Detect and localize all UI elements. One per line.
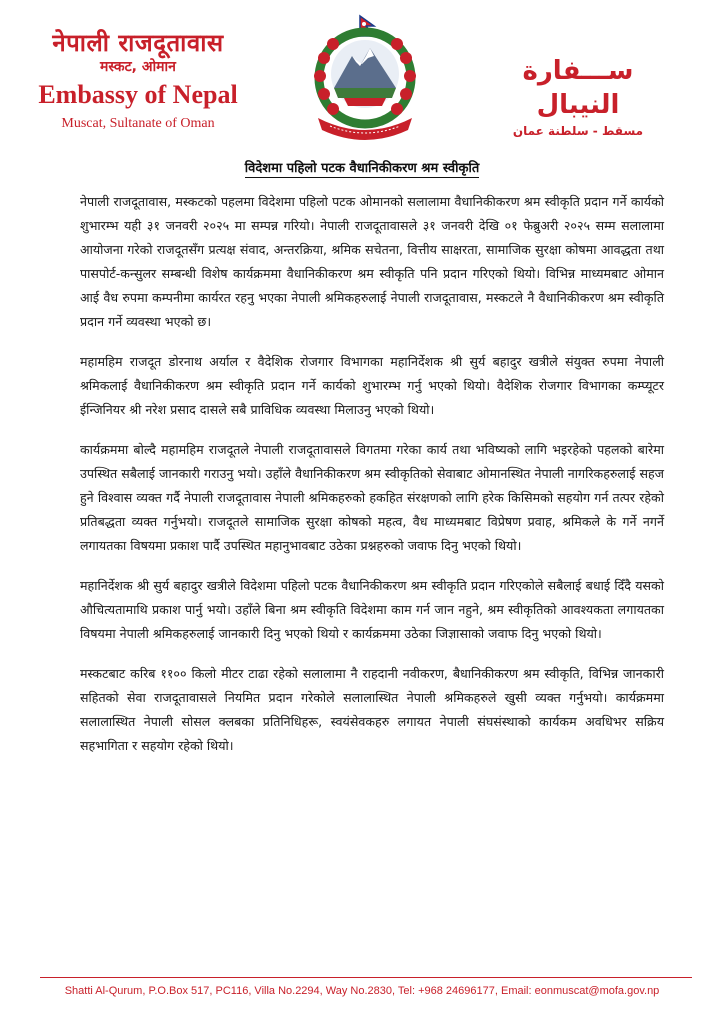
letterhead-right xyxy=(490,54,666,140)
footer-divider xyxy=(40,977,692,978)
embassy-name-english: Embassy of Nepal xyxy=(38,80,238,109)
document-title-text: विदेशमा पहिलो पटक वैधानिकीकरण श्रम स्वीकृति xyxy=(244,161,480,176)
nepal-coat-of-arms-icon xyxy=(296,14,434,142)
paragraph: महामहिम राजदूत डोरनाथ अर्याल र वैदेशिक रोजगार विभागका महानिर्देशक श्री सुर्य बहादुर खत्रीले संयुक्त रुपमा नेपाली श्रमिकलाई वैधानिकीकरण श्रम स्वीकृति प्रदान गर्ने कार्यको शुभारम्भ गर्नु भएको थियो। वैदेशिक रोजगार विभागका कम्प्यूटर ईन्जिनियर श्री नरेश प्रसाद दासले सबै प्राविधिक व्यवस्था मिलाउनु भएको थियो। xyxy=(80,354,664,417)
paragraph: कार्यक्रममा बोल्दै महामहिम राजदूतले नेपाली राजदूतावासले विगतमा गरेका कार्य तथा भविष्यको लागि भइरहेको पहलको बारेमा उपस्थित सबैलाई जानकारी गराउनु भयो। उहाँले वैधानिकीकरण श्रम स्वीकृतिको सेवाबाट ओमानस्थित नेपाली नागरिकहरुलाई सहज हुने विश्वास व्यक्त गर्दै नेपाली राजदूतावास नेपाली श्रमिकहरुको हकहित संरक्षणको लागि हरेक किसिमको सहयोग गर्न तत्पर रहेको प्रतिबद्धता व्यक्त गर्नुभयो। राजदूतले सामाजिक सुरक्षा कोषको महत्व, वैध माध्यमबाट विप्रेषण प्रवाह, श्रमिकले के गर्ने नगर्ने लगायतका विषयमा प्रकाश पार्दै उपस्थित महानुभावबाट उठेका प्रश्नहरुको जवाफ दिनु भएको थियो। xyxy=(80,442,664,553)
mountain-icon xyxy=(331,40,399,108)
embassy-city-nepali: मस्कट, ओमान xyxy=(100,59,176,75)
embassy-name-arabic: ســـفارة النيبال xyxy=(522,56,634,120)
paragraph: नेपाली राजदूतावास, मस्कटको पहलमा विदेशमा पहिलो पटक ओमानको सलालामा वैधानिकीकरण श्रम स्वीकृति प्रदान गर्ने कार्यको शुभारम्भ यही ३१ जनवरी २०२५ मा सम्पन्न गरियो। नेपाली राजदूतावासले ३१ जनवरी देखि ०१ फेब्रुअरी २०२५ सम्म सलालामा आयोजना गरेको राजदूतसँग प्रत्यक्ष संवाद, अन्तरक्रिया, श्रमिक सचेतना, वित्तीय साक्षरता, सामाजिक सुरक्षा कोषमा आवद्धता तथा पासपोर्ट-कन्सुलर सम्बन्धी विशेष कार्यक्रममा वैधानिकीकरण श्रम स्वीकृति पनि प्रदान गरिएको थियो। विभिन्न माध्यमबाट ओमान आई वैध रुपमा कम्पनीमा कार्यरत रहनु भएका नेपाली श्रमिकहरुलाई नेपाली राजदूतावास, मस्कटले नै वैधानिकीकरण श्रम स्वीकृति प्रदान गर्ने व्यवस्था भएको छ। xyxy=(80,194,664,329)
document-title xyxy=(0,158,724,176)
embassy-city-english: Muscat, Sultanate of Oman xyxy=(61,116,215,131)
embassy-name-nepali: नेपाली राजदूतावास xyxy=(52,29,224,57)
footer-address: Shatti Al-Qurum, P.O.Box 517, PC116, Villa No.2294, Way No.2830, Tel: +968 24696177, Email: eonmuscat@mofa.gov.np xyxy=(64,985,660,997)
paragraph: मस्कटबाट करिब ११०० किलो मीटर टाढा रहेको सलालामा नै राहदानी नवीकरण, बैधानिकीकरण श्रम स्वीकृति, विभिन्न जानकारी सहितको सेवा राजदूतावासले नियमित प्रदान गरेकोले सलालास्थित नेपाली श्रमिकहरुले खुसी व्यक्त गर्नुभयो। कार्यक्रममा सलालास्थित नेपाली सोसल क्लबका प्रतिनिधिहरू, स्वयंसेवकहरु लगायत नेपाली संघसंस्थाको कार्यकम अवधिभर सक्रिय सहभागिता र सहयोग रहेको थियो। xyxy=(80,666,664,753)
paragraph: महानिर्देशक श्री सुर्य बहादुर खत्रीले विदेशमा पहिलो पटक वैधानिकीकरण श्रम स्वीकृति प्रदान गरिएकोले सबैलाई बधाई दिँदै यसको औचित्यतामाथि प्रकाश पार्नु भयो। उहाँले बिना श्रम स्वीकृति विदेशमा काम गर्न जान नहुने, श्रम स्वीकृतिको आवश्यकता लगायतका विषयमा नेपाली श्रमिकहरुलाई जानकारी दिनु भएको थियो र कार्यक्रममा उठेका जिज्ञासाको जवाफ दिनु भएको थियो। xyxy=(80,578,664,641)
document-body xyxy=(80,190,664,774)
embassy-city-arabic: مسقط - سلطنة عمان xyxy=(512,124,644,138)
letterhead-left xyxy=(32,28,244,134)
